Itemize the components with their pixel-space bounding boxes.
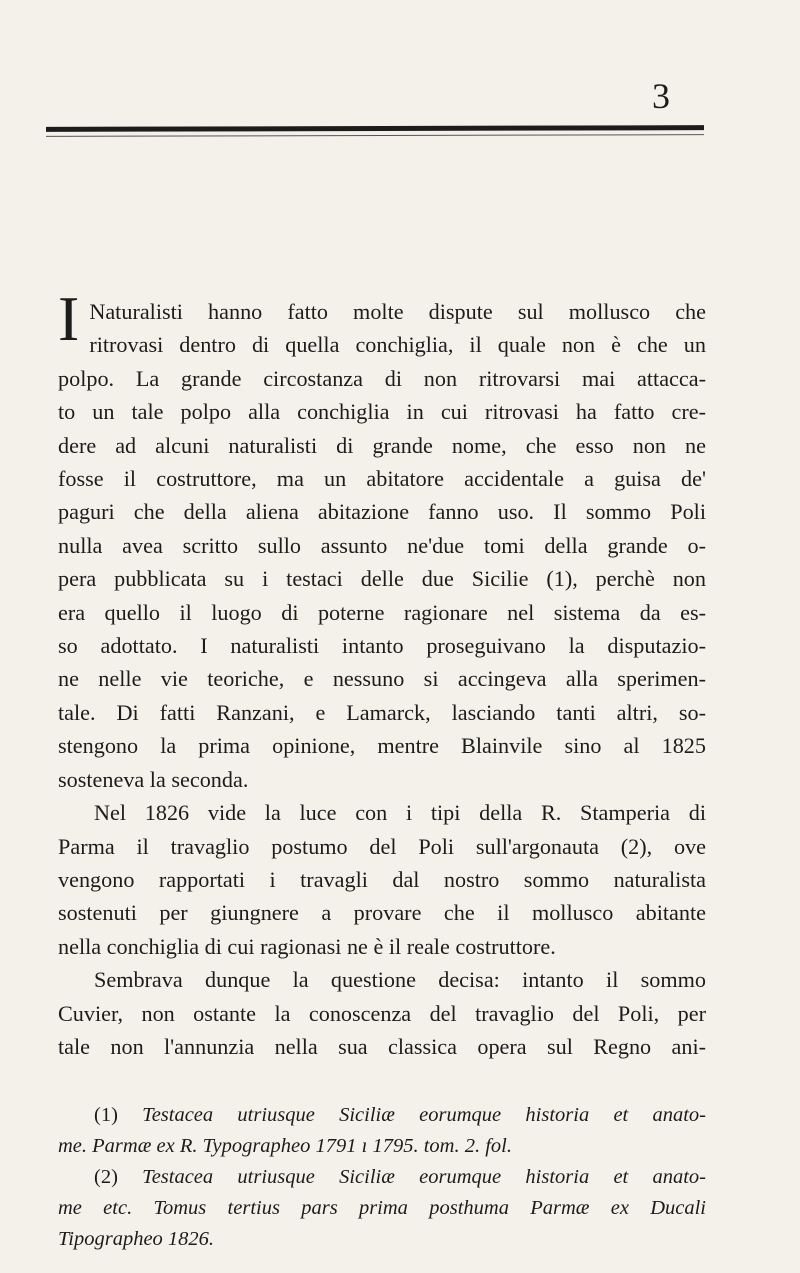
text-line: nulla avea scritto sullo assunto ne'due tomi della grande o- <box>58 532 706 558</box>
text-line: tale non l'annunzia nella sua classica opera sul Regno ani- <box>58 1033 706 1059</box>
text-line: polpo. La grande circostanza di non ritrovarsi mai attacca- <box>58 365 706 391</box>
text-line: era quello il luogo di poterne ragionare nel sistema da es- <box>58 599 706 625</box>
footnotes <box>58 1100 706 1255</box>
text-line: fosse il costruttore, ma un abitatore accidentale a guisa de' <box>58 466 706 492</box>
header-rule-thin <box>46 134 704 137</box>
footnote-line <box>58 1162 706 1193</box>
text-line: Cuvier, non ostante la conoscenza del travaglio del Poli, per <box>58 1000 706 1026</box>
text-line: vengono rapportati i travagli dal nostro sommo naturalista <box>58 866 706 892</box>
text-line: dere ad alcuni naturalisti di grande nome, che esso non ne <box>58 432 706 458</box>
text-line: so adottato. I naturalisti intanto proseguivano la disputazio- <box>58 633 706 659</box>
page-number: 3 <box>652 76 670 116</box>
drop-cap: I <box>58 283 80 354</box>
text-line: ne nelle vie teoriche, e nessuno si accingeva alla sperimen- <box>58 666 706 692</box>
text-line: Nel 1826 vide la luce con i tipi della R. Stamperia di <box>94 800 706 826</box>
header-rule <box>46 125 704 132</box>
text-line: sosteneva la seconda. <box>58 766 249 792</box>
text-line: sostenuti per giungnere a provare che il mollusco abitante <box>58 900 706 926</box>
text-line: pera pubblicata su i testaci delle due Sicilie (1), perchè non <box>58 566 706 592</box>
text-line: Naturalisti hanno fatto molte dispute sul mollusco che <box>89 299 706 324</box>
footnote-text: Testacea utriusque Siciliæ eorumque historia et anato- <box>142 1104 707 1126</box>
text-line: paguri che della aliena abitazione fanno uso. Il sommo Poli <box>58 499 706 525</box>
footnote-marker: (1) <box>94 1104 118 1126</box>
text-line: tale. Di fatti Ranzani, e Lamarck, lasciando tanti altri, so- <box>58 699 706 725</box>
text-line: to un tale polpo alla conchiglia in cui ritrovasi ha fatto cre- <box>58 399 706 425</box>
text-line: Sembrava dunque la questione decisa: intanto il sommo <box>94 967 706 993</box>
footnote-text: Testacea utriusque Siciliæ eorumque historia et anato- <box>142 1166 707 1188</box>
footnote-line <box>58 1100 706 1131</box>
text-line: ritrovasi dentro di quella conchiglia, il quale non è che un <box>89 332 706 358</box>
body-text <box>58 283 706 1063</box>
text-line: stengono la prima opinione, mentre Blainvile sino al 1825 <box>58 733 706 759</box>
footnote-line: me. Parmæ ex R. Typographeo 1791 ı 1795. tom. 2. fol. <box>58 1135 512 1157</box>
footnote-line: Tipographeo 1826. <box>58 1228 215 1250</box>
text-line: nella conchiglia di cui ragionasi ne è il reale costruttore. <box>58 933 556 959</box>
text-line: Parma il travaglio postumo del Poli sull'argonauta (2), ove <box>58 833 706 859</box>
footnote-line: me etc. Tomus tertius pars prima posthuma Parmæ ex Ducali <box>58 1197 706 1219</box>
footnote-marker: (2) <box>94 1166 118 1188</box>
